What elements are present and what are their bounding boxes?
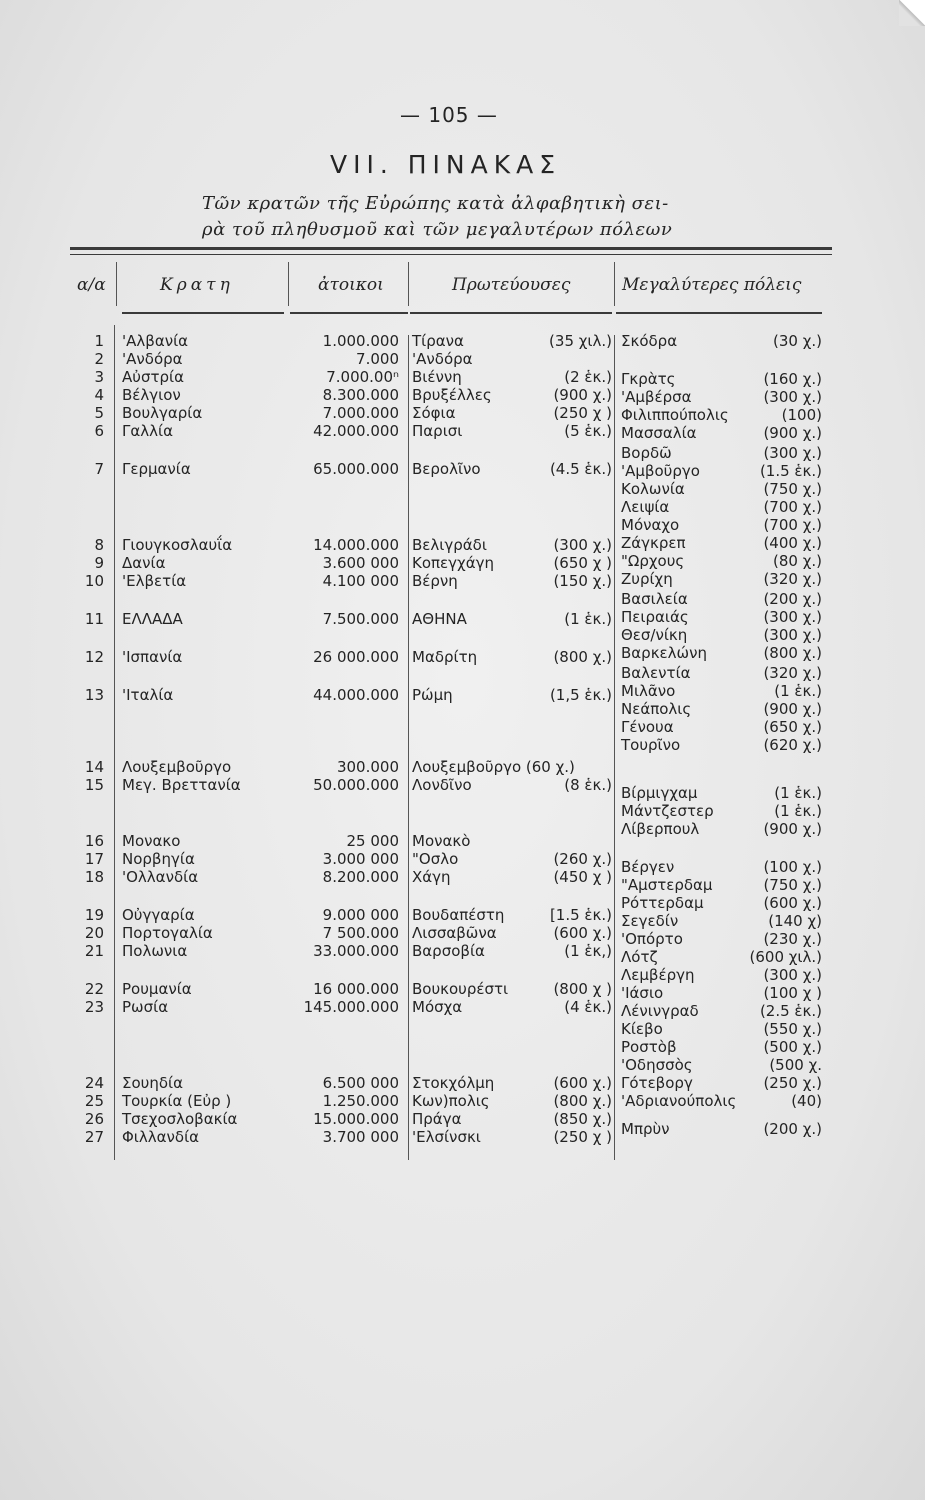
city-population: (900 χ.) bbox=[763, 700, 822, 718]
state-population: 26 000.000 bbox=[313, 648, 399, 666]
capital-name: ΑΘΗΝΑ bbox=[412, 610, 467, 628]
capital-name: Μαδρίτη bbox=[412, 648, 478, 666]
state-name: Φιλλανδία bbox=[122, 1128, 200, 1146]
row-number: 9 bbox=[94, 554, 104, 572]
capital-population: (4.5 ἑκ.) bbox=[549, 460, 612, 478]
city-name: 'Οδησσὸς bbox=[621, 1056, 693, 1074]
state-population: 50.000.000 bbox=[313, 776, 399, 794]
capital-population: (1,5 ἑκ.) bbox=[549, 686, 612, 704]
state-name: Τουρκία (Εὐρ ) bbox=[122, 1092, 232, 1110]
city-name: Κίεβο bbox=[621, 1020, 663, 1038]
state-name: Λουξεμβοῦργο bbox=[122, 758, 232, 776]
state-population: 44.000.000 bbox=[313, 686, 399, 704]
capital-name: Λονδῖνο bbox=[412, 776, 472, 794]
row-number: 8 bbox=[94, 536, 104, 554]
city-name: Μιλᾶνο bbox=[621, 682, 676, 700]
state-population: 1.000.000 bbox=[322, 332, 399, 350]
state-name: Τσεχοσλοβακία bbox=[122, 1110, 238, 1128]
state-population: 3.000 000 bbox=[322, 850, 399, 868]
city-name: Νεάπολις bbox=[621, 700, 692, 718]
row-number: 1 bbox=[94, 332, 104, 350]
city-population: (320 χ.) bbox=[763, 570, 822, 588]
city-population: (100) bbox=[781, 406, 822, 424]
state-name: 'Ανδόρα bbox=[122, 350, 183, 368]
city-name: Σκόδρα bbox=[621, 332, 678, 350]
capital-population: (650 χ ) bbox=[553, 554, 612, 572]
state-name: Βέλγιον bbox=[122, 386, 181, 404]
capital-population: (250 χ ) bbox=[553, 404, 612, 422]
header-underline-inhabitants bbox=[290, 312, 408, 314]
page-heading: VII. ΠΙΝΑΚΑΣ bbox=[330, 150, 562, 179]
row-number: 24 bbox=[84, 1074, 104, 1092]
row-number: 15 bbox=[84, 776, 104, 794]
city-population: (800 χ.) bbox=[763, 644, 822, 662]
state-name: Νορβηγία bbox=[122, 850, 195, 868]
city-population: (80 χ.) bbox=[773, 552, 822, 570]
capital-population: (260 χ.) bbox=[553, 850, 612, 868]
capital-name: Βρυξέλλες bbox=[412, 386, 492, 404]
row-number: 26 bbox=[84, 1110, 104, 1128]
state-population: 3.600 000 bbox=[322, 554, 399, 572]
row-number: 13 bbox=[84, 686, 104, 704]
capital-name: Βελιγράδι bbox=[412, 536, 487, 554]
col-divider-header-3 bbox=[408, 262, 409, 306]
state-name: Αὐστρία bbox=[122, 368, 184, 386]
city-population: (100 χ ) bbox=[763, 984, 822, 1002]
state-name: 'Ιταλία bbox=[122, 686, 174, 704]
state-population: 7.500.000 bbox=[322, 610, 399, 628]
row-number: 16 bbox=[84, 832, 104, 850]
capital-population: (800 χ.) bbox=[553, 648, 612, 666]
header-underline-states bbox=[122, 312, 284, 314]
state-population: 1.250.000 bbox=[322, 1092, 399, 1110]
capital-population: (1 ἑκ,) bbox=[564, 942, 612, 960]
row-number: 5 bbox=[94, 404, 104, 422]
city-population: (200 χ.) bbox=[763, 590, 822, 608]
capital-name: Στοκχόλμη bbox=[412, 1074, 495, 1092]
state-name: Μεγ. Βρεττανία bbox=[122, 776, 241, 794]
capital-population: (800 χ ) bbox=[553, 980, 612, 998]
city-name: Λένινγραδ bbox=[621, 1002, 699, 1020]
row-number: 19 bbox=[84, 906, 104, 924]
city-name: Πειραιάς bbox=[621, 608, 689, 626]
row-number: 3 bbox=[94, 368, 104, 386]
capital-name: Τίρανα bbox=[412, 332, 464, 350]
capital-name: Βερολῖνο bbox=[412, 460, 481, 478]
city-population: (140 χ) bbox=[768, 912, 822, 930]
header-capitals: Πρωτεύουσες bbox=[452, 275, 571, 295]
page-corner-fold bbox=[899, 0, 925, 26]
capital-name: Μόσχα bbox=[412, 998, 463, 1016]
state-population: 7.000.00ⁿ bbox=[326, 368, 399, 386]
row-number: 27 bbox=[84, 1128, 104, 1146]
city-name: Μάντζεστερ bbox=[621, 802, 714, 820]
city-population: (750 χ.) bbox=[763, 876, 822, 894]
capital-population: (600 χ.) bbox=[553, 924, 612, 942]
state-population: 9.000 000 bbox=[322, 906, 399, 924]
header-aa: α/α bbox=[77, 275, 106, 295]
city-name: 'Ιάσιο bbox=[621, 984, 664, 1002]
state-population: 33.000.000 bbox=[313, 942, 399, 960]
state-population: 15.000.000 bbox=[313, 1110, 399, 1128]
city-population: (40) bbox=[791, 1092, 822, 1110]
city-population: (200 χ.) bbox=[763, 1120, 822, 1138]
row-number: 10 bbox=[84, 572, 104, 590]
city-population: (100 χ.) bbox=[763, 858, 822, 876]
state-name: Ρουμανία bbox=[122, 980, 192, 998]
city-name: Μόναχο bbox=[621, 516, 680, 534]
city-name: 'Οπόρτο bbox=[621, 930, 683, 948]
capital-name: Βουκουρέστι bbox=[412, 980, 509, 998]
city-name: Τουρῖνο bbox=[621, 736, 681, 754]
city-population: (700 χ.) bbox=[763, 516, 822, 534]
capital-population: (850 χ.) bbox=[553, 1110, 612, 1128]
capital-population: (35 χιλ.) bbox=[549, 332, 612, 350]
state-name: Οὐγγαρία bbox=[122, 906, 195, 924]
state-population: 8.300.000 bbox=[322, 386, 399, 404]
capital-population: (300 χ.) bbox=[553, 536, 612, 554]
row-number: 14 bbox=[84, 758, 104, 776]
state-population: 7.000.000 bbox=[322, 404, 399, 422]
city-population: (900 χ.) bbox=[763, 424, 822, 442]
state-population: 7.000 bbox=[356, 350, 399, 368]
state-name: ΕΛΛΑΔΑ bbox=[122, 610, 183, 628]
city-name: Βαρκελώνη bbox=[621, 644, 707, 662]
state-population: 145.000.000 bbox=[303, 998, 399, 1016]
capital-name: Βαρσοβία bbox=[412, 942, 485, 960]
state-name: 'Ολλανδία bbox=[122, 868, 199, 886]
city-name: Ρόττερδαμ bbox=[621, 894, 704, 912]
city-population: (620 χ.) bbox=[763, 736, 822, 754]
capital-name: Μονακὸ bbox=[412, 832, 471, 850]
city-population: (400 χ.) bbox=[763, 534, 822, 552]
capital-name: Χάγη bbox=[412, 868, 451, 886]
city-name: 'Αμβοῦργο bbox=[621, 462, 700, 480]
state-population: 25 000 bbox=[346, 832, 399, 850]
page-number: — 105 — bbox=[400, 103, 498, 127]
state-population: 65.000.000 bbox=[313, 460, 399, 478]
city-name: "Αμστερδαμ bbox=[621, 876, 713, 894]
state-population: 42.000.000 bbox=[313, 422, 399, 440]
city-name: Γένουα bbox=[621, 718, 674, 736]
state-name: 'Ελβετία bbox=[122, 572, 187, 590]
city-name: Γότεβοργ bbox=[621, 1074, 693, 1092]
header-largest-cities: Μεγαλύτερες πόλεις bbox=[622, 275, 802, 295]
city-population: (30 χ.) bbox=[773, 332, 822, 350]
city-population: (600 χιλ.) bbox=[749, 948, 822, 966]
capital-population: (1 ἑκ.) bbox=[564, 610, 612, 628]
state-name: Πορτογαλία bbox=[122, 924, 213, 942]
state-name: 'Ισπανία bbox=[122, 648, 183, 666]
city-population: (300 χ.) bbox=[763, 388, 822, 406]
state-population: 7 500.000 bbox=[322, 924, 399, 942]
city-population: (300 χ.) bbox=[763, 444, 822, 462]
state-name: Γερμανία bbox=[122, 460, 191, 478]
header-underline-largest bbox=[616, 312, 822, 314]
city-name: Μπρὺν bbox=[621, 1120, 670, 1138]
city-population: (160 χ.) bbox=[763, 370, 822, 388]
header-underline-capitals bbox=[410, 312, 612, 314]
city-population: (300 χ.) bbox=[763, 608, 822, 626]
city-name: Λεμβέργη bbox=[621, 966, 695, 984]
city-population: (300 χ.) bbox=[763, 966, 822, 984]
capital-population: [1.5 ἑκ.) bbox=[549, 906, 612, 924]
city-name: Βέργεν bbox=[621, 858, 675, 876]
city-population: (230 χ.) bbox=[763, 930, 822, 948]
city-population: (650 χ.) bbox=[763, 718, 822, 736]
city-name: Γκρὰτς bbox=[621, 370, 676, 388]
state-name: Γαλλία bbox=[122, 422, 173, 440]
capital-name: Κοπεγχάγη bbox=[412, 554, 494, 572]
state-population: 3.700 000 bbox=[322, 1128, 399, 1146]
capital-name: 'Ανδόρα bbox=[412, 350, 473, 368]
city-name: Ροστὸβ bbox=[621, 1038, 677, 1056]
table-top-rule-thin bbox=[70, 254, 832, 255]
capital-name: Πράγα bbox=[412, 1110, 462, 1128]
row-number: 23 bbox=[84, 998, 104, 1016]
capital-population: (150 χ.) bbox=[553, 572, 612, 590]
city-name: Φιλιππούπολις bbox=[621, 406, 729, 424]
state-population: 8.200.000 bbox=[322, 868, 399, 886]
city-population: (750 χ.) bbox=[763, 480, 822, 498]
state-name: Σουηδία bbox=[122, 1074, 183, 1092]
capital-name: Βέρνη bbox=[412, 572, 458, 590]
city-population: (300 χ.) bbox=[763, 626, 822, 644]
capital-name: Σόφια bbox=[412, 404, 456, 422]
capital-population: (2 ἑκ.) bbox=[564, 368, 612, 386]
capital-name: Λισσαβῶνα bbox=[412, 924, 497, 942]
col-divider-3 bbox=[408, 335, 409, 1160]
row-number: 6 bbox=[94, 422, 104, 440]
col-divider-header-1 bbox=[116, 262, 117, 306]
col-divider-header-4 bbox=[614, 262, 615, 306]
city-population: (500 χ. bbox=[769, 1056, 822, 1074]
city-population: (1.5 ἑκ.) bbox=[759, 462, 822, 480]
header-states: Κρατη bbox=[160, 275, 234, 295]
row-number: 4 bbox=[94, 386, 104, 404]
state-population: 14.000.000 bbox=[313, 536, 399, 554]
city-name: Λειψία bbox=[621, 498, 670, 516]
city-population: (550 χ.) bbox=[763, 1020, 822, 1038]
city-name: Κολωνία bbox=[621, 480, 685, 498]
col-divider-header-2 bbox=[288, 262, 289, 306]
row-number: 11 bbox=[84, 610, 104, 628]
capital-population: (450 χ ) bbox=[553, 868, 612, 886]
city-name: Βασιλεία bbox=[621, 590, 688, 608]
capital-name: Ρώμη bbox=[412, 686, 453, 704]
state-name: Πολωνια bbox=[122, 942, 188, 960]
state-name: Δανία bbox=[122, 554, 166, 572]
city-population: (700 χ.) bbox=[763, 498, 822, 516]
city-name: Ζυρίχη bbox=[621, 570, 673, 588]
state-population: 4.100 000 bbox=[322, 572, 399, 590]
capital-name: Βουδαπέστη bbox=[412, 906, 505, 924]
capital-population: (8 ἑκ.) bbox=[564, 776, 612, 794]
city-name: Βίρμιγχαμ bbox=[621, 784, 698, 802]
city-population: (500 χ.) bbox=[763, 1038, 822, 1056]
city-name: Ζάγκρεπ bbox=[621, 534, 686, 552]
row-number: 18 bbox=[84, 868, 104, 886]
state-name: Μονακο bbox=[122, 832, 181, 850]
city-name: 'Αμβέρσα bbox=[621, 388, 692, 406]
city-name: Σεγεδίν bbox=[621, 912, 679, 930]
row-number: 12 bbox=[84, 648, 104, 666]
capital-name: Κων)πολις bbox=[412, 1092, 490, 1110]
city-name: "Ωρχους bbox=[621, 552, 685, 570]
city-population: (250 χ.) bbox=[763, 1074, 822, 1092]
state-name: Βουλγαρία bbox=[122, 404, 203, 422]
capital-name: "Οσλο bbox=[412, 850, 459, 868]
capital-population: (900 χ.) bbox=[553, 386, 612, 404]
city-name: 'Αδριανούπολις bbox=[621, 1092, 737, 1110]
capital-name: Βιέννη bbox=[412, 368, 462, 386]
city-name: Θεσ/νίκη bbox=[621, 626, 688, 644]
city-population: (900 χ.) bbox=[763, 820, 822, 838]
state-population: 300.000 bbox=[336, 758, 399, 776]
city-name: Βορδῶ bbox=[621, 444, 672, 462]
city-population: (600 χ.) bbox=[763, 894, 822, 912]
state-population: 16 000.000 bbox=[313, 980, 399, 998]
state-name: Γιουγκοσλαυΐα bbox=[122, 536, 233, 554]
city-name: Βαλεντία bbox=[621, 664, 691, 682]
state-name: 'Αλβανία bbox=[122, 332, 189, 350]
col-divider-1 bbox=[114, 325, 115, 1160]
row-number: 17 bbox=[84, 850, 104, 868]
subtitle-line-2: ρὰ τοῦ πληθυσμοῦ καὶ τῶν μεγαλυτέρων πόλεων bbox=[202, 219, 673, 240]
capital-population: (600 χ.) bbox=[553, 1074, 612, 1092]
city-population: (1 ἑκ.) bbox=[774, 802, 822, 820]
city-name: Μασσαλία bbox=[621, 424, 697, 442]
state-population: 6.500 000 bbox=[322, 1074, 399, 1092]
row-number: 22 bbox=[84, 980, 104, 998]
capital-name: Παρισι bbox=[412, 422, 463, 440]
row-number: 21 bbox=[84, 942, 104, 960]
header-inhabitants: ἀτοικοι bbox=[318, 275, 384, 295]
capital-name: 'Ελσίνσκι bbox=[412, 1128, 481, 1146]
capital-population: (250 χ ) bbox=[553, 1128, 612, 1146]
row-number: 7 bbox=[94, 460, 104, 478]
state-name: Ρωσία bbox=[122, 998, 169, 1016]
row-number: 2 bbox=[94, 350, 104, 368]
city-population: (1 ἑκ.) bbox=[774, 682, 822, 700]
city-name: Λότζ bbox=[621, 948, 658, 966]
capital-name: Λουξεμβοῦργο (60 χ.) bbox=[412, 758, 575, 776]
capital-population: (4 ἑκ.) bbox=[564, 998, 612, 1016]
table-top-rule bbox=[70, 247, 832, 250]
capital-population: (5 ἑκ.) bbox=[564, 422, 612, 440]
row-number: 20 bbox=[84, 924, 104, 942]
subtitle-line-1: Τῶν κρατῶν τῆς Εὐρώπης κατὰ ἀλφαβητικὴ σει- bbox=[202, 193, 669, 214]
col-divider-4 bbox=[614, 335, 615, 1160]
city-population: (2.5 ἑκ.) bbox=[759, 1002, 822, 1020]
row-number: 25 bbox=[84, 1092, 104, 1110]
city-population: (320 χ.) bbox=[763, 664, 822, 682]
city-population: (1 ἑκ.) bbox=[774, 784, 822, 802]
capital-population: (800 χ.) bbox=[553, 1092, 612, 1110]
city-name: Λίβερπουλ bbox=[621, 820, 700, 838]
